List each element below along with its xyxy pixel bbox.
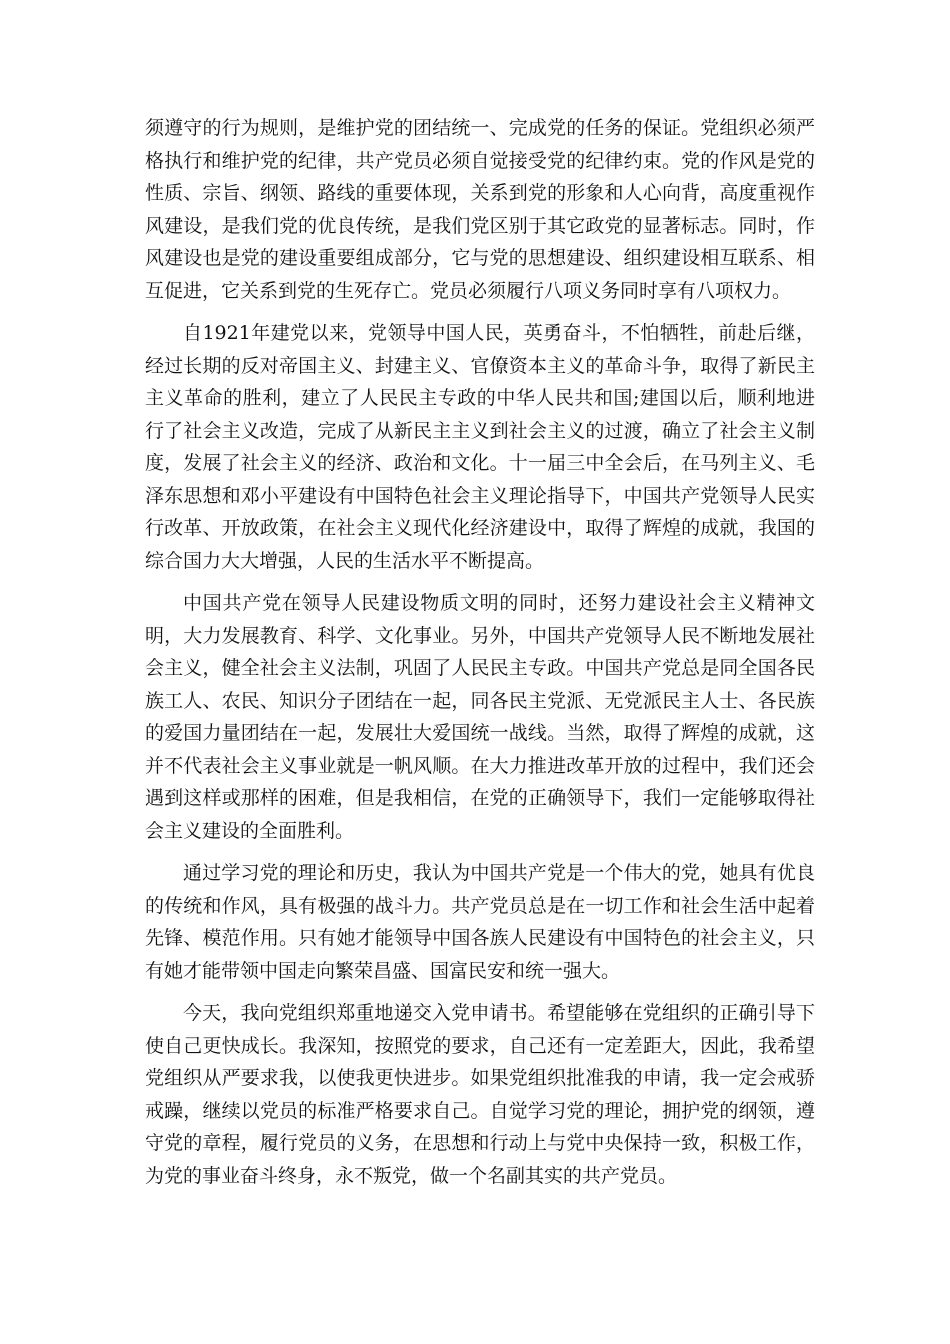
paragraph-spiritual-civilization: 中国共产党在领导人民建设物质文明的同时，还努力建设社会主义精神文明，大力发展教育、科学、文化事业。另外，中国共产党领导人民不断地发展社会主义，健全社会主义法制，巩固了人民民主专政。中国共产党总是同全国各民族工人、农民、知识分子团结在一起，同各民主党派、无党派民主人士、各民族的爱国力量团结在一起，发展壮大爱国统一战线。当然，取得了辉煌的成就，这并不代表社会主义事业就是一帆风顺。在大力推进改革开放的过程中，我们还会遇到这样或那样的困难，但是我相信，在党的正确领导下，我们一定能够取得社会主义建设的全面胜利。 [145, 592, 815, 842]
paragraph-party-study: 通过学习党的理论和历史，我认为中国共产党是一个伟大的党，她具有优良的传统和作风，具有极强的战斗力。共产党员总是在一切工作和社会生活中起着先锋、模范作用。只有她才能领导中国各族人民建设有中国特色的社会主义，只有她才能带领中国走向繁荣昌盛、国富民安和统一强大。 [145, 862, 815, 982]
paragraph-continuation: 须遵守的行为规则，是维护党的团结统一、完成党的任务的保证。党组织必须严格执行和维护党的纪律，共产党员必须自觉接受党的纪律约束。党的作风是党的性质、宗旨、纲领、路线的重要体现，关系到党的形象和人心向背，高度重视作风建设，是我们党的优良传统，是我们党区别于其它政党的显著标志。同时，作风建设也是党的建设重要组成部分，它与党的思想建设、组织建设相互联系、相互促进，它关系到党的生死存亡。党员必须履行八项义务同时享有八项权力。 [145, 117, 815, 302]
document-body [145, 112, 815, 1202]
paragraph-application: 今天，我向党组织郑重地递交入党申请书。希望能够在党组织的正确引导下使自己更快成长。我深知，按照党的要求，自己还有一定差距大，因此，我希望党组织从严要求我，以使我更快进步。如果党组织批准我的申请，我一定会戒骄戒躁，继续以党员的标准严格要求自己。自觉学习党的理论，拥护党的纲领，遵守党的章程，履行党员的义务，在思想和行动上与党中央保持一致，积极工作，为党的事业奋斗终身，永不叛党，做一个名副其实的共产党员。 [145, 1002, 815, 1187]
paragraph-party-history: 自1921年建党以来，党领导中国人民，英勇奋斗，不怕牺牲，前赴后继，经过长期的反对帝国主义、封建主义、官僚资本主义的革命斗争，取得了新民主主义革命的胜利，建立了人民民主专政的中华人民共和国;建国以后，顺利地进行了社会主义改造，完成了从新民主主义到社会主义的过渡，确立了社会主义制度，发展了社会主义的经济、政治和文化。十一届三中全会后，在马列主义、毛泽东思想和邓小平建设有中国特色社会主义理论指导下，中国共产党领导人民实行改革、开放政策，在社会主义现代化经济建设中，取得了辉煌的成就，我国的综合国力大大增强，人民的生活水平不断提高。 [145, 322, 815, 572]
